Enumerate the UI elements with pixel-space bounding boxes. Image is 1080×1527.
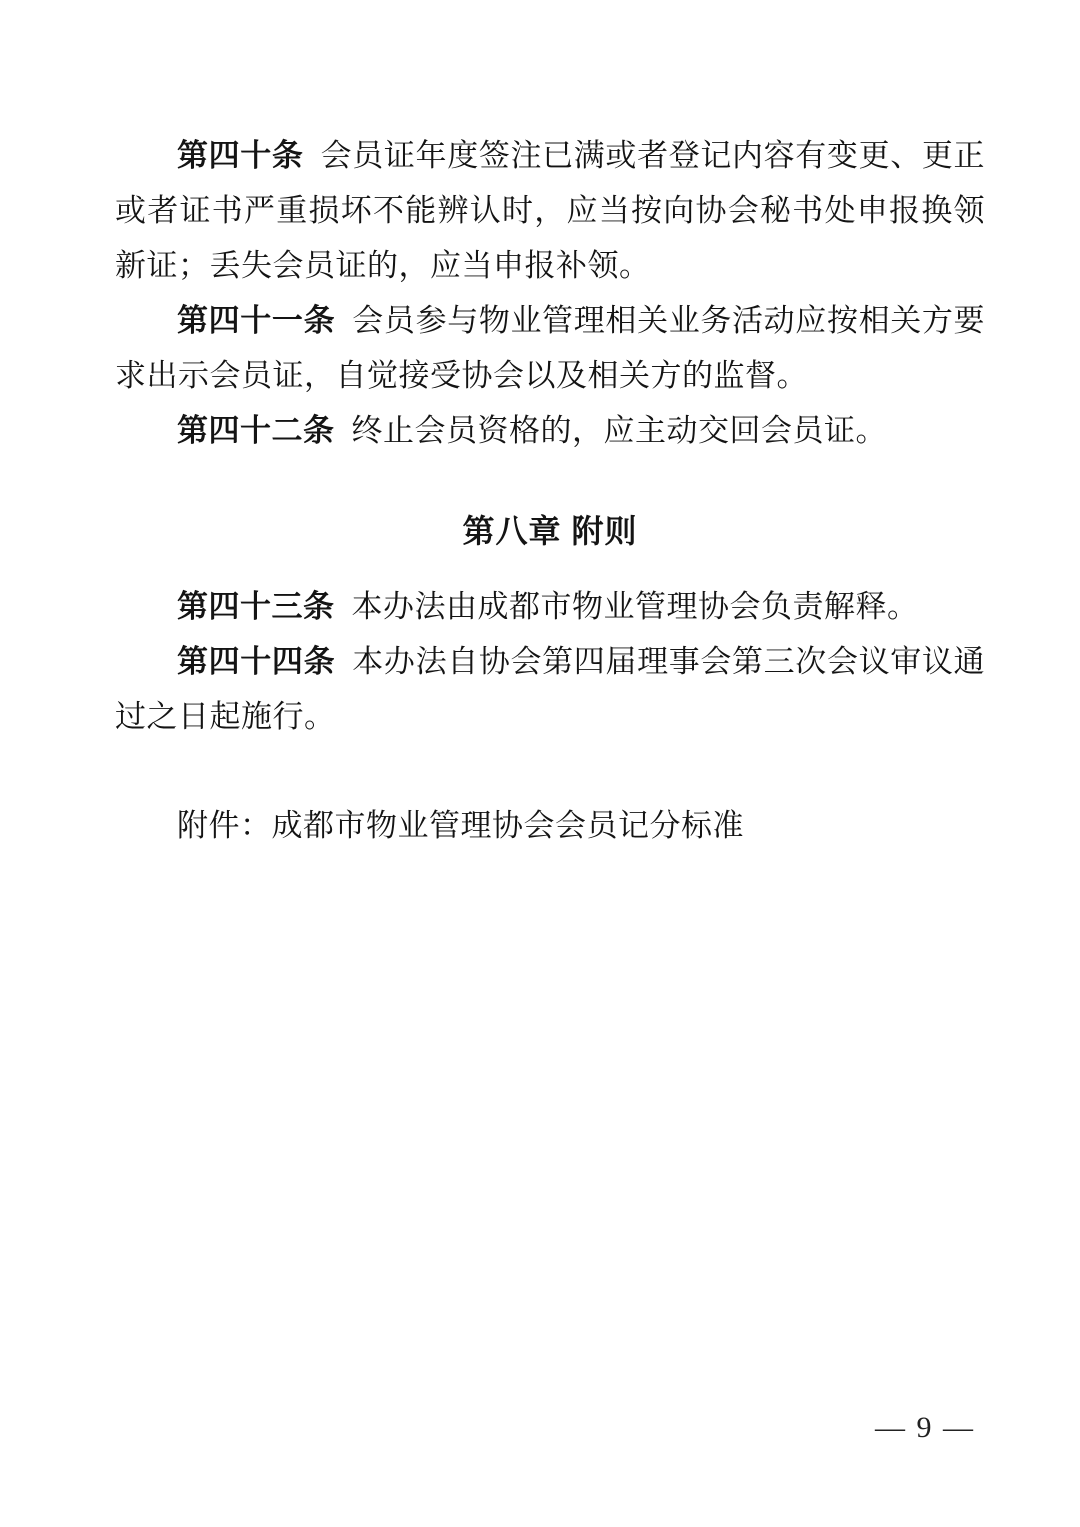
article-40-text: 会员证年度签注已满或者登记内容有变更、更正或者证书严重损坏不能辨认时，应当按向协会秘书处申报换领新证；丢失会员证的，应当申报补领。 bbox=[115, 138, 986, 283]
article-42-paragraph bbox=[115, 403, 985, 458]
article-43-text: 本办法由成都市物业管理协会负责解释。 bbox=[351, 589, 919, 624]
article-41-text: 会员参与物业管理相关业务活动应按相关方要求出示会员证，自觉接受协会以及相关方的监督。 bbox=[115, 303, 986, 393]
article-40-label: 第四十条 bbox=[177, 138, 304, 173]
article-44-text: 本办法自协会第四届理事会第三次会议审议通过之日起施行。 bbox=[115, 644, 986, 734]
article-44-paragraph bbox=[115, 634, 985, 744]
article-43-label: 第四十三条 bbox=[177, 589, 335, 624]
article-43-paragraph bbox=[115, 579, 985, 634]
page-number: — 9 — bbox=[875, 1411, 975, 1444]
article-41-paragraph bbox=[115, 293, 985, 403]
article-42-text: 终止会员资格的，应主动交回会员证。 bbox=[351, 413, 888, 448]
chapter-8-heading: 第八章 附则 bbox=[462, 513, 638, 549]
attachment-line: 附件：成都市物业管理协会会员记分标准 bbox=[177, 808, 744, 843]
article-40-paragraph bbox=[115, 128, 985, 293]
article-44-label: 第四十四条 bbox=[177, 644, 336, 679]
article-42-label: 第四十二条 bbox=[177, 413, 335, 448]
article-41-label: 第四十一条 bbox=[177, 303, 336, 338]
